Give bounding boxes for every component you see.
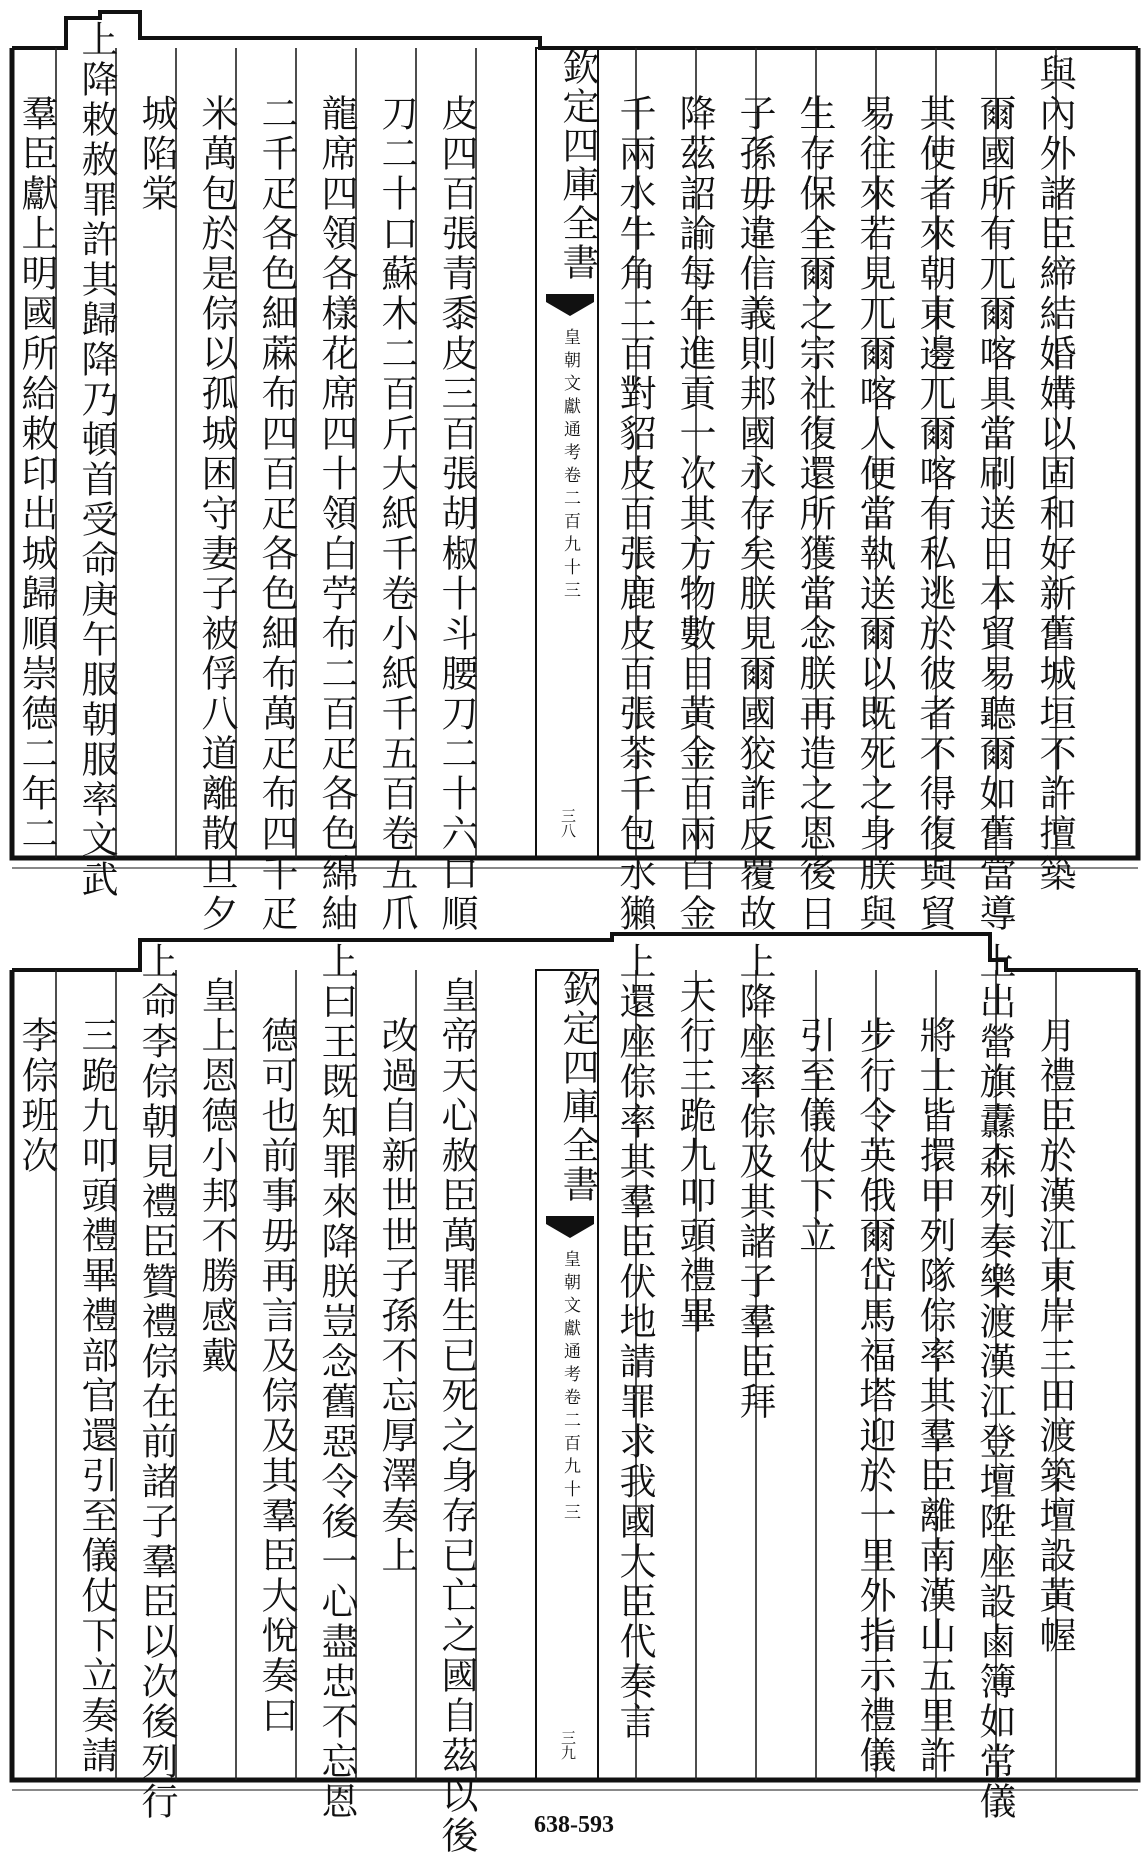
text-column xyxy=(250,8,302,934)
column-text: 上降敕赦罪許其歸降乃頓首受命庚午服朝服率文武 xyxy=(75,20,118,900)
center-column xyxy=(544,8,598,886)
column-text: 易往來若見兀爾喀人便當執送爾以既死之身朕與 xyxy=(853,94,896,934)
column-text: 改過自新世世子孫不忘厚澤奏上 xyxy=(375,1016,418,1576)
column-text: 千兩水牛角二百對貂皮百張鹿皮百張茶千包水獺 xyxy=(613,94,656,934)
column-text: 與內外諸臣締結婚媾以固和好新舊城垣不許擅築 xyxy=(1033,54,1076,894)
column-text: 上曰王既知罪來降朕豈念舊惡令後一心盡忠不忘恩 xyxy=(315,942,358,1822)
column-text: 天行三跪九叩頭禮畢 xyxy=(673,976,716,1336)
text-column xyxy=(370,930,422,1808)
volume-info xyxy=(558,1250,583,1526)
column-text: 皇上恩德小邦不勝感戴 xyxy=(195,976,238,1376)
text-column xyxy=(130,930,182,1822)
text-column xyxy=(788,930,840,1808)
text-column xyxy=(608,8,660,934)
text-column xyxy=(908,8,960,934)
subtitle: 皇朝文獻通考 xyxy=(560,328,580,466)
page-top xyxy=(6,8,1142,934)
column-text: 將士皆擐甲列隊倧率其羣臣離南漢山五里許 xyxy=(913,1016,956,1776)
text-column xyxy=(968,8,1020,934)
text-column xyxy=(70,8,122,900)
fishtail-mark xyxy=(544,294,596,316)
text-column xyxy=(668,8,720,934)
text-column xyxy=(1028,930,1080,1808)
column-text: 步行令英俄爾岱馬福塔迎於一里外指示禮儀 xyxy=(853,1016,896,1776)
column-text: 爾國所有兀爾喀具當刷送日本貿易聽爾如舊當導 xyxy=(973,94,1016,934)
column-text: 上還座倧率其羣臣伏地請罪求我國大臣代奏言 xyxy=(613,942,656,1742)
column-text: 皮四百張青黍皮三百張胡椒十斗腰刀二十六口順 xyxy=(435,94,478,934)
text-column xyxy=(130,8,182,886)
text-column xyxy=(310,8,362,934)
column-text: 生存保全爾之宗社復還所獲當念朕再造之恩後日 xyxy=(793,94,836,934)
text-column xyxy=(668,930,720,1808)
column-text: 德可也前事毋再言及倧及其羣臣大悅奏曰 xyxy=(255,1016,298,1736)
text-column xyxy=(430,930,482,1856)
column-text: 上命李倧朝見禮臣贊禮倧在前諸子羣臣以次後列行 xyxy=(135,942,178,1822)
text-column xyxy=(908,930,960,1808)
volume-info xyxy=(558,328,583,604)
column-text: 其使者來朝東邊兀爾喀有私逃於彼者不得復與貿 xyxy=(913,94,956,934)
text-column xyxy=(968,930,1020,1822)
text-column xyxy=(1028,8,1080,894)
text-column xyxy=(70,930,122,1808)
text-column xyxy=(310,930,362,1822)
text-column xyxy=(848,8,900,934)
text-column xyxy=(608,930,660,1808)
book-title: 欽定四庫全書 xyxy=(556,48,599,282)
column-text: 二千疋各色細蔴布四百疋各色細布萬疋布四千疋 xyxy=(255,94,298,934)
book-title: 欽定四庫全書 xyxy=(556,970,599,1204)
text-column xyxy=(370,8,422,934)
column-text: 上出營旗纛森列奏樂渡漢江登壇陞座設鹵簿如常儀 xyxy=(973,942,1016,1822)
footer-page-label: 638-593 xyxy=(534,1812,614,1838)
text-column xyxy=(190,930,242,1808)
fishtail-mark xyxy=(544,1216,596,1238)
column-text: 皇帝天心赦臣萬罪生已死之身存已亡之國自茲以後 xyxy=(435,976,478,1856)
text-column xyxy=(788,8,840,934)
column-text: 米萬包於是倧以孤城困守妻子被俘八道離散旦夕 xyxy=(195,94,238,934)
center-column xyxy=(544,930,598,1808)
column-text: 李倧班次 xyxy=(15,1016,58,1176)
column-text: 月禮臣於漢江東岸三田渡築壇設黃幄 xyxy=(1033,1016,1076,1656)
leaf-number: 三九 xyxy=(559,1730,577,1760)
column-text: 子孫毋違信義則邦國永存矣朕見爾國狡詐反覆故 xyxy=(733,94,776,934)
text-column xyxy=(430,8,482,934)
leaf-number: 三八 xyxy=(559,808,577,838)
text-column xyxy=(10,8,62,886)
subtitle: 皇朝文獻通考 xyxy=(560,1250,580,1388)
column-text: 引至儀仗下立 xyxy=(793,1016,836,1256)
text-column xyxy=(190,8,242,934)
text-column xyxy=(728,8,780,934)
text-column xyxy=(848,930,900,1808)
column-text: 刀二十口蘇木二百斤大紙千卷小紙千五百卷五爪 xyxy=(375,94,418,934)
column-text: 羣臣獻上明國所給敕印出城歸順崇德二年二 xyxy=(15,94,58,854)
text-column xyxy=(250,930,302,1808)
column-text: 龍席四領各樣花席四十領白苧布二百疋各色綿紬 xyxy=(315,94,358,934)
text-column xyxy=(728,930,780,1808)
volume-number: 卷二百九十三 xyxy=(560,466,580,604)
volume-number: 卷二百九十三 xyxy=(560,1388,580,1526)
text-column xyxy=(10,930,62,1808)
column-text: 三跪九叩頭禮畢禮部官還引至儀仗下立奏請 xyxy=(75,1016,118,1776)
column-text: 上降座率倧及其諸子羣臣拜 xyxy=(733,942,776,1422)
column-text: 降茲詔諭每年進貢一次其方物數目黃金百兩白金 xyxy=(673,94,716,934)
column-text: 城陷棠 xyxy=(135,94,178,214)
